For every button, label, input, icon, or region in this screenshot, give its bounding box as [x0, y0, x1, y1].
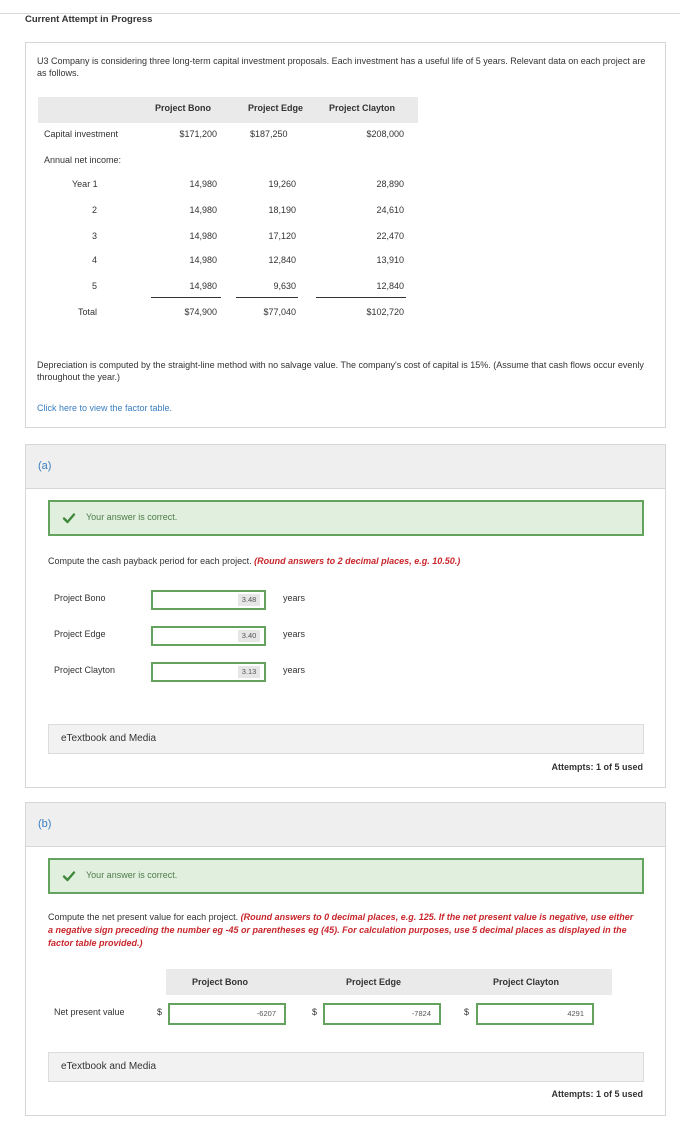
depreciation-text: Depreciation is computed by the straight-line method with no salvage value. The company's cost of capital is 15%. (Assume that cash flows occur evenly throughout the year.): [37, 360, 644, 382]
correct-text: Your answer is correct.: [86, 512, 178, 522]
table-cell: 14,980: [189, 281, 217, 291]
page-title: Current Attempt in Progress: [25, 14, 153, 25]
instruction-text: Compute the cash payback period for each project.: [48, 556, 252, 566]
part-b-label: (b): [38, 818, 52, 830]
instruction-rounding: (Round answers to 0 decimal places, e.g. 125. If the net present value is negative, use either a negative sign preceding the number eg -45 or parentheses eg (45). For calculation purposes, use 5 decimal places as displayed in the factor table provided.): [48, 912, 634, 948]
capital-edge: $187,250: [250, 129, 288, 139]
total-edge: $77,040: [263, 307, 296, 317]
etextbook-media-button[interactable]: eTextbook and Media: [48, 1052, 644, 1082]
unit-label: years: [283, 665, 306, 675]
npv-input-bono[interactable]: [168, 1003, 286, 1025]
part-b-header: [26, 803, 665, 847]
attempts-counter: Attempts: 1 of 5 used: [551, 762, 643, 772]
npv-col-header-bono: Project Bono: [192, 977, 249, 987]
attempts-counter: Attempts: 1 of 5 used: [551, 1089, 643, 1099]
instruction-text: Compute the net present value for each project.: [48, 912, 239, 922]
annual-income-label: Annual net income:: [44, 155, 122, 165]
currency-symbol: $: [157, 1007, 163, 1017]
npv-input-edge[interactable]: [323, 1003, 441, 1025]
npv-row-label: Net present value: [54, 1007, 125, 1017]
table-cell: 14,980: [189, 255, 217, 265]
table-cell: 28,890: [376, 179, 404, 189]
payback-input-clayton[interactable]: [151, 662, 266, 682]
total-label: Total: [78, 307, 98, 317]
capital-bono: $171,200: [179, 129, 217, 139]
check-icon: [62, 511, 76, 525]
unit-label: years: [283, 593, 306, 603]
row-label-clayton: Project Clayton: [54, 665, 116, 675]
npv-col-header-edge: Project Edge: [346, 977, 402, 987]
year-label: 3: [92, 231, 98, 241]
table-cell: 14,980: [189, 231, 217, 241]
question-intro: U3 Company is considering three long-term capital investment proposals. Each investment has a useful life of 5 years. Relevant data on each project are as follows.: [37, 56, 646, 78]
col-header-bono: Project Bono: [155, 103, 212, 113]
check-icon: [62, 869, 76, 883]
correct-text: Your answer is correct.: [86, 870, 178, 880]
table-cell: 22,470: [376, 231, 404, 241]
payback-input-edge[interactable]: [151, 626, 266, 646]
capital-clayton: $208,000: [366, 129, 404, 139]
year-label: Year 1: [72, 179, 98, 189]
total-rule: [236, 297, 298, 298]
total-rule: [316, 297, 406, 298]
row-label-edge: Project Edge: [54, 629, 106, 639]
payback-input-bono[interactable]: [151, 590, 266, 610]
table-cell: 13,910: [376, 255, 404, 265]
table-cell: 9,630: [273, 281, 296, 291]
question-card: [25, 42, 666, 428]
part-b-instruction: [48, 911, 638, 950]
year-label: 2: [92, 205, 98, 215]
total-clayton: $102,720: [366, 307, 404, 317]
table-cell: 17,120: [268, 231, 296, 241]
unit-label: years: [283, 629, 306, 639]
instruction-rounding: (Round answers to 2 decimal places, e.g. 10.50.): [254, 556, 461, 566]
table-cell: 24,610: [376, 205, 404, 215]
answer-value: 3.40: [238, 630, 260, 642]
npv-value: -6207: [256, 1009, 276, 1018]
col-header-clayton: Project Clayton: [329, 103, 396, 113]
npv-value: -7824: [411, 1009, 431, 1018]
npv-col-header-clayton: Project Clayton: [493, 977, 560, 987]
total-rule: [151, 297, 221, 298]
top-bar: [0, 0, 680, 14]
answer-value: 3.13: [238, 666, 260, 678]
part-a-header: [26, 445, 665, 489]
currency-symbol: $: [312, 1007, 318, 1017]
table-cell: 14,980: [189, 179, 217, 189]
factor-table-link[interactable]: Click here to view the factor table.: [37, 403, 173, 413]
part-a-label: (a): [38, 460, 52, 472]
npv-input-clayton[interactable]: [476, 1003, 594, 1025]
answer-value: 3.48: [238, 594, 260, 606]
col-header-edge: Project Edge: [248, 103, 304, 113]
part-a-card: [25, 444, 666, 788]
etextbook-media-button[interactable]: eTextbook and Media: [48, 724, 644, 754]
currency-symbol: $: [464, 1007, 470, 1017]
table-cell: 14,980: [189, 205, 217, 215]
correct-banner: [48, 500, 644, 536]
year-label: 4: [92, 255, 98, 265]
table-cell: 12,840: [376, 281, 404, 291]
table-cell: 12,840: [268, 255, 296, 265]
capital-label: Capital investment: [44, 129, 119, 139]
year-label: 5: [92, 281, 98, 291]
part-a-instruction: [48, 555, 638, 568]
table-cell: 19,260: [268, 179, 296, 189]
correct-banner: [48, 858, 644, 894]
total-bono: $74,900: [184, 307, 217, 317]
part-b-card: [25, 802, 666, 1116]
row-label-bono: Project Bono: [54, 593, 106, 603]
npv-value: 4291: [567, 1009, 584, 1018]
table-cell: 18,190: [268, 205, 296, 215]
